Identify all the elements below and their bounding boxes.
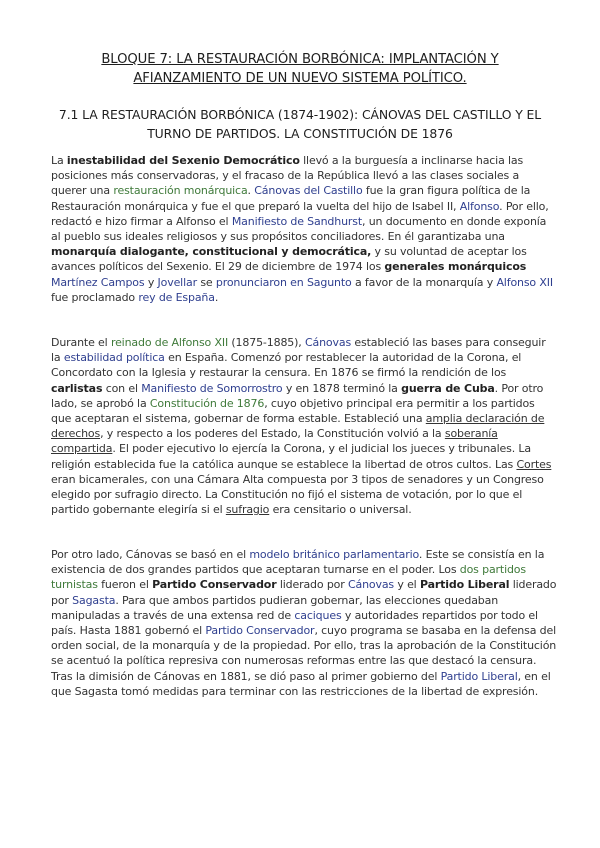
bold-term: Partido Liberal: [419, 578, 510, 592]
bold-term: carlistas: [51, 381, 103, 395]
paragraph-1: [51, 153, 557, 305]
section-heading: [40, 105, 560, 143]
green-term: Constitución de 1876: [149, 396, 265, 410]
text-run: y el: [394, 578, 420, 592]
text-run: , cuyo objetivo principal era permitir a los partidos que aceptaran el sistema, gobernar de forma estable. Estableció una: [51, 396, 535, 426]
subtitle-line-2: TURNO DE PARTIDOS. LA CONSTITUCIÓN DE 1876: [147, 126, 453, 141]
blue-term: Jovellar: [157, 275, 197, 289]
blue-term: Partido Conservador: [205, 624, 315, 638]
blue-term: modelo británico parlamentario: [249, 548, 419, 561]
underlined-term: amplia declaración de derechos: [51, 412, 545, 441]
blue-term: Alfonso XII: [496, 275, 553, 289]
text-run: se: [196, 275, 216, 289]
text-run: .: [247, 184, 255, 198]
text-run: . Este se consistía en la existencia de dos grandes partidos que aceptaran turnarse en el poder. Los: [51, 548, 545, 577]
green-term: restauración monárquica: [113, 184, 248, 198]
bold-term: guerra de Cuba: [401, 381, 495, 395]
text-run: y: [144, 275, 158, 289]
paragraph-2: [51, 335, 557, 517]
blue-term: Partido Liberal: [440, 669, 518, 683]
text-run: liderado por: [51, 578, 557, 607]
text-run: . Por otro lado, se aprobó la: [51, 381, 544, 410]
text-run: con el: [102, 381, 142, 395]
title-line-1: BLOQUE 7: LA RESTAURACIÓN BORBÓNICA: IMPLANTACIÓN Y: [101, 52, 499, 67]
text-run: liderado por: [276, 578, 348, 592]
blue-term: Cánovas del Castillo: [254, 184, 363, 198]
underlined-term: sufragio: [225, 503, 270, 517]
green-term: dos partidos turnistas: [51, 563, 526, 592]
text-run: , en el que Sagasta tomó medidas para terminar con las restricciones de la libertad de expresión.: [51, 669, 551, 698]
blue-term: Martínez Campos: [51, 275, 145, 289]
blue-term: Manifiesto de Sandhurst: [231, 214, 363, 228]
text-run: .: [214, 290, 219, 304]
text-run: en España. Comenzó por restablecer la autoridad de la Corona, el Concordato con la Iglesia y restaurar la censura. En 1876 se firmó la rendición de los: [51, 351, 522, 380]
text-run: . Para que ambos partidos pudieran gobernar, las elecciones quedaban manipuladas a través de una extensa red de: [51, 593, 499, 622]
text-run: . Por ello, redactó e hizo firmar a Alfonso el: [51, 199, 549, 228]
bold-term: inestabilidad del Sexenio Democrático: [66, 154, 300, 167]
text-run: y autoridades repartidos por todo el país. Hasta 1881 gobernó el: [51, 608, 538, 638]
text-run: estableció las bases para conseguir la: [51, 336, 546, 365]
text-run: , cuyo programa se basaba en la defensa del orden social, de la monarquía y de la propiedad. Por ello, tras la aprobación de la Constitución se acentuó la política represiva con numerosas reformas entre las que destacó la censura. Tras la dimisión de Cánovas en 1881, se dió paso al primer gobierno del: [51, 624, 557, 683]
blue-term: rey de España: [138, 290, 215, 304]
text-run: Por otro lado, Cánovas se basó en el: [51, 548, 250, 561]
blue-term: Cánovas: [304, 336, 352, 349]
blue-term: caciques: [294, 608, 342, 622]
text-run: fue proclamado: [51, 290, 139, 304]
text-run: y su voluntad de aceptar los avances políticos del Sexenio. El 29 de diciembre de 1974 los: [51, 245, 527, 274]
blue-term: Sagasta: [72, 593, 116, 607]
text-run: . El poder ejecutivo lo ejercía la Corona, y el judicial los jueces y tribunales. La religión establecida fue la católica aunque se establece la libertad de otros cultos. Las: [51, 442, 531, 471]
text-run: y en 1878 terminó la: [282, 381, 402, 395]
green-term: reinado de Alfonso XII: [110, 336, 229, 349]
blue-term: Alfonso: [459, 199, 500, 213]
blue-term: pronunciaron en Sagunto: [215, 275, 352, 289]
blue-term: estabilidad política: [63, 351, 165, 365]
underlined-term: soberanía compartida: [51, 427, 498, 456]
bold-term: generales monárquicos: [384, 260, 527, 274]
text-run: a favor de la monarquía y: [351, 275, 497, 289]
text-run: eran bicamerales, con una Cámara Alta compuesta por 3 tipos de senadores y un Congreso elegido por sufragio directo. La Constitución no fijó el sistema de votación, por lo que el partido gobernante elegiría si el: [51, 472, 544, 517]
blue-term: Cánovas: [347, 578, 395, 592]
bold-term: Partido Conservador: [152, 578, 277, 592]
text-run: llevó a la burguesía a inclinarse hacia las posiciones más conservadoras, y el fracaso de la República llevó a las clases sociales a querer una: [51, 154, 524, 198]
subtitle-line-1: 7.1 LA RESTAURACIÓN BORBÓNICA (1874-1902): CÁNOVAS DEL CASTILLO Y EL: [58, 107, 542, 122]
text-run: fueron el: [97, 578, 153, 592]
underlined-term: Cortes: [516, 457, 552, 471]
text-run: , y respecto a los poderes del Estado, la Constitución volvió a la: [100, 427, 445, 441]
paragraph-3: [51, 547, 557, 699]
title-line-2: AFIANZAMIENTO DE UN NUEVO SISTEMA POLÍTICO.: [133, 71, 467, 86]
bold-term: monarquía dialogante, constitucional y democrática,: [51, 245, 372, 259]
text-run: La: [51, 154, 67, 167]
text-run: fue la gran figura política de la Restauración monárquica y fue el que preparó la vuelta del hijo de Isabel II,: [51, 184, 531, 213]
text-run: era censitario o universal.: [269, 503, 412, 517]
page-title: [40, 50, 560, 88]
text-run: , un documento en donde exponía al pueblo sus ideales religiosos y sus propósitos conciliadores. En él garantizaba una: [51, 214, 547, 244]
blue-term: Manifiesto de Somorrostro: [141, 381, 283, 395]
text-run: Durante el: [51, 336, 111, 349]
text-run: (1875-1885),: [228, 336, 305, 349]
